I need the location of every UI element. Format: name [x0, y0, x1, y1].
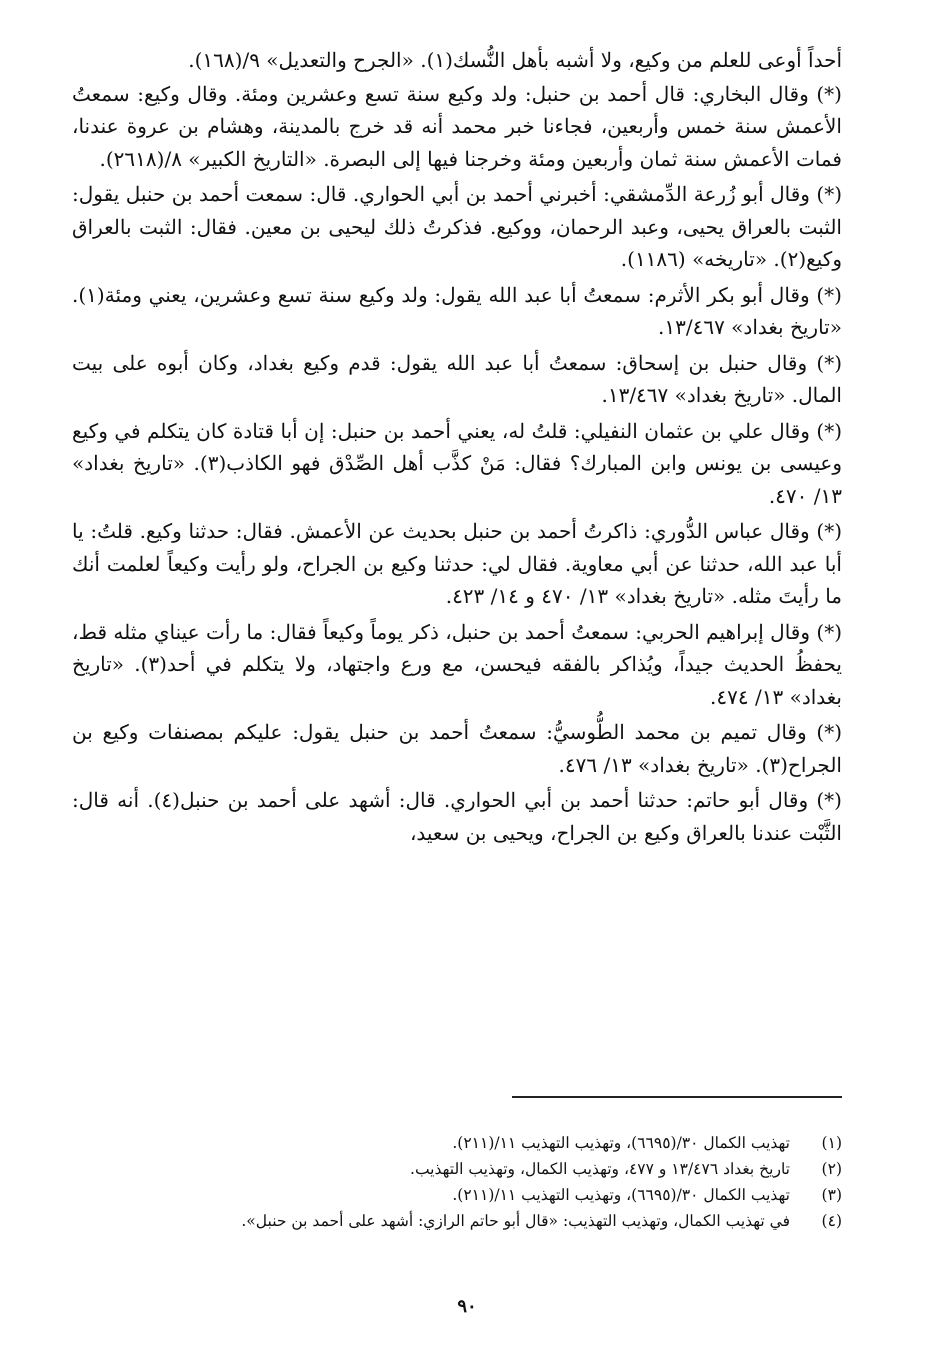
- main-text: [72, 44, 842, 851]
- footnote-item: [72, 1208, 842, 1234]
- paragraph: (*) وقال البخاري: قال أحمد بن حنبل: ولد وكيع سنة تسع وعشرين ومئة. وقال وكيع: سمعتُ الأعمش سنة خمس وأربعين، فجاءنا خبر محمد أنه قد خرج بالمدينة، وهشام بن عروة عندنا، فمات الأعمش سنة ثمان وأربعين ومئة وخرجنا فيها إلى البصرة. «التاريخ الكبير» ٨/(٢٦١٨).: [72, 81, 842, 171]
- footnote-item: [72, 1156, 842, 1182]
- footnote-text: تاريخ بغداد ١٣/٤٧٦ و ٤٧٧، وتهذيب الكمال، وتهذيب التهذيب.: [410, 1160, 790, 1178]
- footnote-number: (٤): [821, 1212, 842, 1230]
- paragraph: (*) وقال تميم بن محمد الطُّوسيُّ: سمعتُ أحمد بن حنبل يقول: عليكم بمصنفات وكيع بن الجراح(٣). «تاريخ بغداد» ١٣/ ٤٧٦.: [72, 720, 842, 777]
- paragraph: (*) وقال حنبل بن إسحاق: سمعتُ أبا عبد الله يقول: قدم وكيع بغداد، وكان أبوه على بيت المال. «تاريخ بغداد» ١٣/٤٦٧.: [72, 350, 842, 407]
- footnote-item: [72, 1130, 842, 1156]
- paragraph: (*) وقال علي بن عثمان النفيلي: قلتُ له، يعني أحمد بن حنبل: إن أبا قتادة كان يتكلم في وكيع وعيسى بن يونس وابن المبارك؟ فقال: مَنْ كذَّب أهل الصِّدْق فهو الكاذب(٣). «تاريخ بغداد» ١٣/ ٤٧٠.: [72, 418, 842, 508]
- paragraph: (*) وقال أبو زُرعة الدِّمشقي: أخبرني أحمد بن أبي الحواري. قال: سمعت أحمد بن حنبل يقول: الثبت بالعراق يحيى، وعبد الرحمان، ووكيع. فذكرتُ ذلك ليحيى بن معين. فقال: الثبت بالعراق وكيع(٢). «تاريخه» (١١٨٦).: [72, 182, 842, 271]
- footnote-text: تهذيب الكمال ٣٠/(٦٦٩٥)، وتهذيب التهذيب ١١/(٢١١).: [452, 1134, 790, 1152]
- footnote-number: (١): [821, 1134, 842, 1152]
- page-number: ٩٠: [457, 1296, 477, 1317]
- footnote-number: (٢): [821, 1160, 842, 1178]
- footnote-item: [72, 1182, 842, 1208]
- footnote-separator: [512, 1096, 842, 1098]
- footnote-text: في تهذيب الكمال، وتهذيب التهذيب: «قال أبو حاتم الرازي: أشهد على أحمد بن حنبل».: [241, 1212, 790, 1230]
- paragraph: (*) وقال إبراهيم الحربي: سمعتُ أحمد بن حنبل، ذكر يوماً وكيعاً فقال: ما رأت عيناي مثله قط، يحفظُ الحديث جيداً، ويُذاكر بالفقه فيحسن، مع ورع واجتهاد، ولا يتكلم في أحد(٣). «تاريخ بغداد» ١٣/ ٤٧٤.: [72, 619, 842, 709]
- paragraph: (*) وقال عباس الدُّوري: ذاكرتُ أحمد بن حنبل بحديث عن الأعمش. فقال: حدثنا وكيع. قلتُ: يا أبا عبد الله، حدثنا عن أبي معاوية. فقال لي: حدثنا وكيع بن الجراح، ولو رأيت وكيعاً لعلمت أنك ما رأيتَ مثله. «تاريخ بغداد» ١٣/ ٤٧٠ و ١٤/ ٤٢٣.: [72, 519, 842, 608]
- footnotes: [72, 1130, 842, 1234]
- footnote-number: (٣): [821, 1186, 842, 1204]
- paragraph: (*) وقال أبو حاتم: حدثنا أحمد بن أبي الحواري. قال: أشهد على أحمد بن حنبل(٤). أنه قال: الثَّبْت عندنا بالعراق وكيع بن الجراح، ويحيى بن سعيد،: [72, 788, 842, 845]
- footnote-text: تهذيب الكمال ٣٠/(٦٦٩٥)، وتهذيب التهذيب ١١/(٢١١).: [452, 1186, 790, 1204]
- paragraph: (*) وقال أبو بكر الأثرم: سمعتُ أبا عبد الله يقول: ولد وكيع سنة تسع وعشرين، يعني ومئة(١). «تاريخ بغداد» ١٣/٤٦٧.: [72, 282, 842, 339]
- paragraph: أحداً أوعى للعلم من وكيع، ولا أشبه بأهل النُّسك(١). «الجرح والتعديل» ٩/(١٦٨).: [188, 48, 842, 72]
